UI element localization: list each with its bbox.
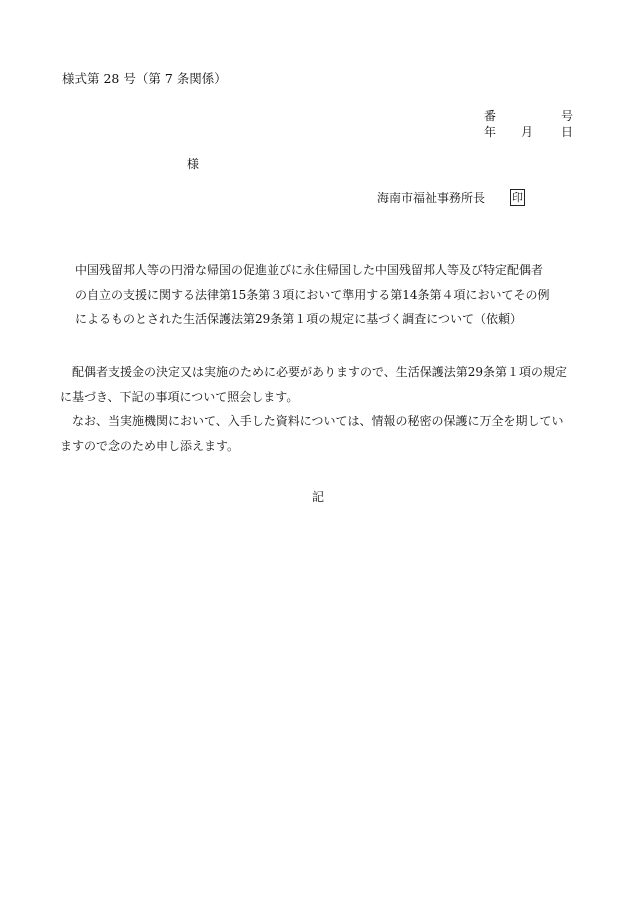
- body-line-2: に基づき、下記の事項について照会します。: [60, 390, 299, 404]
- date-day-label: 日: [561, 125, 574, 139]
- date-month-label: 月: [521, 125, 534, 139]
- number-label: 番: [484, 109, 497, 123]
- subject-line-3: によるものとされた生活保護法第29条第１項の規定に基づく調査について（依頼）: [75, 312, 523, 326]
- body-line-3: なお、当実施機関において、入手した資料については、情報の秘密の保護に万全を期してい: [72, 414, 564, 428]
- subject-line-1: 中国残留邦人等の円滑な帰国の促進並びに永住帰国した中国残留邦人等及び特定配偶者: [75, 263, 544, 277]
- seal-stamp: 印: [512, 191, 524, 204]
- ki-heading: 記: [312, 490, 325, 504]
- form-number: 様式第 28 号（第 7 条関係）: [62, 71, 227, 86]
- date-year-label: 年: [484, 125, 497, 139]
- addressee-honorific: 様: [187, 157, 200, 171]
- sender-name: 海南市福祉事務所長: [377, 190, 486, 205]
- number-suffix: 号: [561, 109, 574, 123]
- subject-line-2: の自立の支援に関する法律第15条第３項において準用する第14条第４項においてその例: [75, 288, 550, 302]
- body-line-1: 配偶者支援金の決定又は実施のために必要がありますので、生活保護法第29条第１項の規定: [72, 365, 568, 379]
- sender-block: [377, 189, 525, 206]
- body-line-4: ますので念のため申し添えます。: [60, 439, 240, 453]
